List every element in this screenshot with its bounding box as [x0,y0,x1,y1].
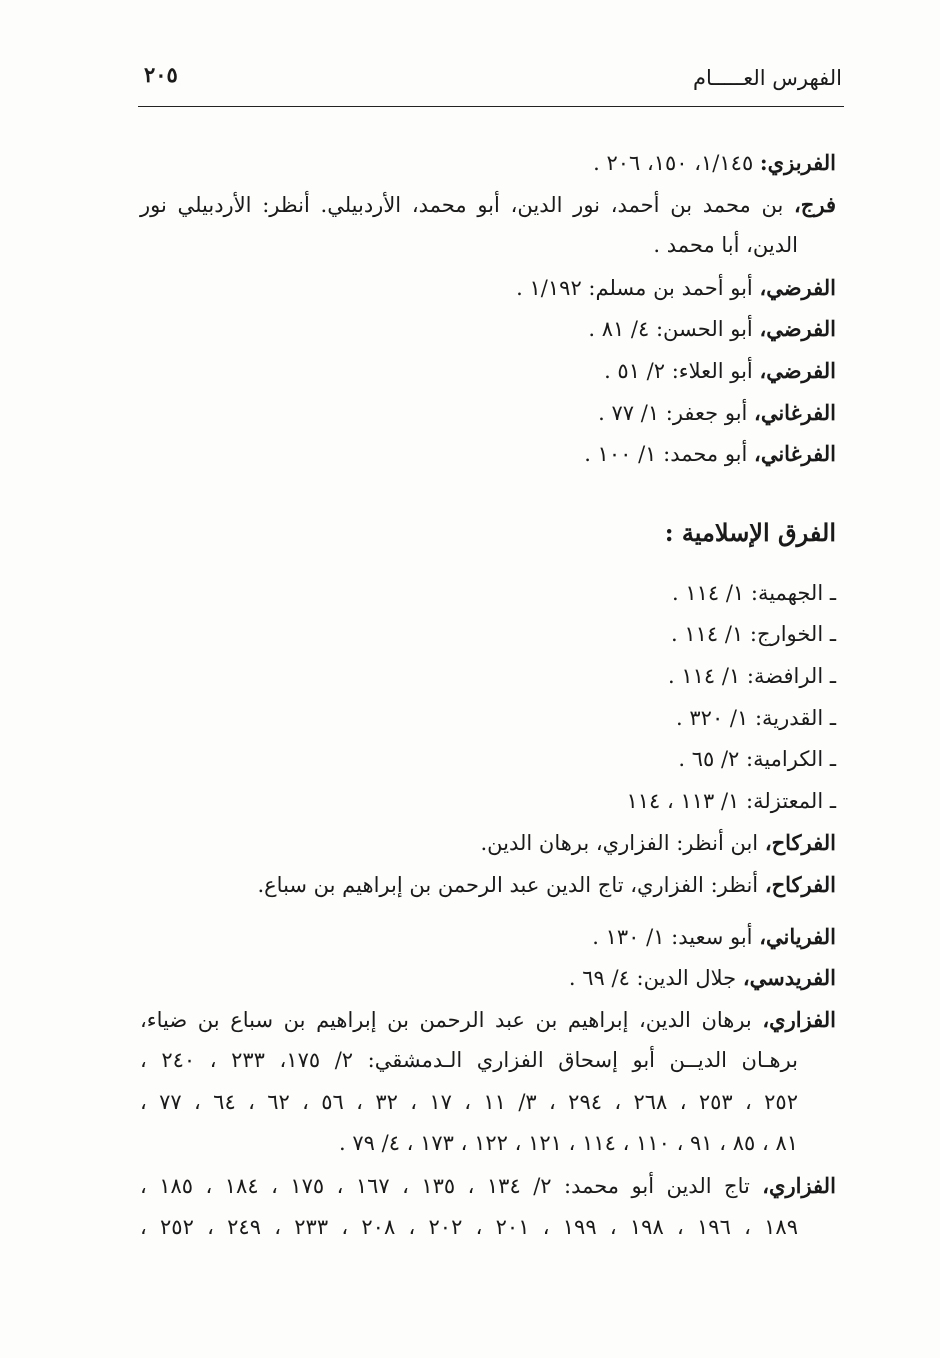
entry-lemma: فرج، [794,191,836,217]
entry-lemma: الفرضي، [759,274,836,300]
entry-lemma: الفركاح، [764,871,836,897]
index-entry [140,267,836,309]
entry-text: ابن أنظر: الفزاري، برهان الدين. [480,831,765,856]
entry-text: أبو سعيد: ١/ ١٣٠ . [592,924,760,949]
entry-lemma: الفربزي: [759,150,836,175]
index-entry [140,957,836,999]
entry-lemma: الفرغاني، [754,441,836,467]
sect-item: ـ الرافضة: ١/ ١١٤ . [668,663,836,688]
index-entry-continuation [140,225,836,267]
index-entry-continuation [140,1040,836,1082]
section-heading: الفرق الإسلامية : [664,517,836,547]
running-header [138,56,844,107]
entry-text: تاج الدين أبو محمد: ٢/ ١٣٤ ، ١٣٥ ، ١٦٧ ، ١٧٥ ، ١٨٤ ، ١٨٥ ، [140,1174,763,1199]
entry-lemma: الفرضي، [759,357,836,383]
index-entry-continuation [140,1207,836,1249]
index-entry [140,392,836,434]
entry-text: أبو جعفر: ١/ ٧٧ . [598,400,755,425]
index-entry [140,916,836,958]
entry-lemma: الفرضي، [759,316,836,342]
entry-text: جلال الدين: ٤/ ٦٩ . [568,966,743,991]
entry-text: ٨١ ، ٨٥ ، ٩١ ، ١١٠ ، ١١٤ ، ١٢١ ، ١٢٢ ، ١٧٣ ، ٤/ ٧٩ . [339,1131,798,1156]
entry-text: ١/١٤٥، ١٥٠، ٢٠٦ . [593,151,760,175]
entry-text: الدين، أبا محمد . [653,233,798,258]
entry-text: أبو محمد: ١/ ١٠٠ . [584,442,755,467]
entry-text: أبو الحسن: ٤/ ٨١ . [588,317,760,342]
entry-text: بن محمد بن أحمد، نور الدين، أبو محمد، الأردبيلي. أنظر: الأردبيلي نور [140,192,795,217]
entry-text: ١٨٩ ، ١٩٦ ، ١٩٨ ، ١٩٩ ، ٢٠١ ، ٢٠٢ ، ٢٠٨ ، ٢٣٣ ، ٢٤٩ ، ٢٥٢ ، [140,1214,798,1239]
entry-lemma: الفريدسي، [742,965,836,991]
entry-lemma: الفرغاني، [754,399,836,425]
entry-lemma: الفركاح، [764,830,836,856]
sect-item: ـ الخوارج: ١/ ١١٤ . [671,622,836,647]
entry-text: أبو أحمد بن مسلم: ١/١٩٢ . [516,275,760,300]
entry-text: أبو العلاء: ٢/ ٥١ . [604,358,760,383]
index-entry [140,308,836,350]
entry-text: أنظر: الفزاري، تاج الدين عبد الرحمن بن إبراهيم بن سباع. [257,872,765,897]
index-entry-continuation [140,1123,836,1165]
entry-lemma: الفزاري، [762,1173,836,1199]
sect-item: ـ الكرامية: ٢/ ٦٥ . [678,747,836,772]
spacer [140,906,836,916]
entry-lemma: الفرياني، [759,923,836,949]
sect-item: ـ القدرية: ١/ ٣٢٠ . [676,705,836,730]
index-entry-continuation [140,1082,836,1124]
entry-lemma: الفزاري، [762,1006,836,1032]
index-entry [140,350,836,392]
page-number: ٢٠٥ [144,62,178,87]
sect-item: ـ الجهمية: ١/ ١١٤ . [671,580,836,605]
entry-text: برهـان الديــن أبو إسحاق الفزاري الـدمشقي: ٢/ ١٧٥، ٢٣٣ ، ٢٤٠ ، [140,1048,798,1073]
header-title: الفهرس العـــــام [693,66,842,90]
index-entry [140,433,836,475]
entry-text: برهان الدين، إبراهيم بن عبد الرحمن بن إبراهيم بن سباع بن ضياء، [140,1007,763,1032]
sect-item: ـ المعتزلة: ١/ ١١٣ ، ١١٤ [626,788,836,813]
index-entry [140,184,836,226]
index-content [140,142,836,1248]
index-entry [140,1165,836,1207]
index-entry [140,864,836,906]
index-entry [140,999,836,1041]
entry-text: ٢٥٢ ، ٢٥٣ ، ٢٦٨ ، ٢٩٤ ، ٣/ ١١ ، ١٧ ، ٣٢ ، ٥٦ ، ٦٢ ، ٦٤ ، ٧٧ ، [140,1089,798,1114]
index-entry [140,142,836,184]
index-entry [140,822,836,864]
